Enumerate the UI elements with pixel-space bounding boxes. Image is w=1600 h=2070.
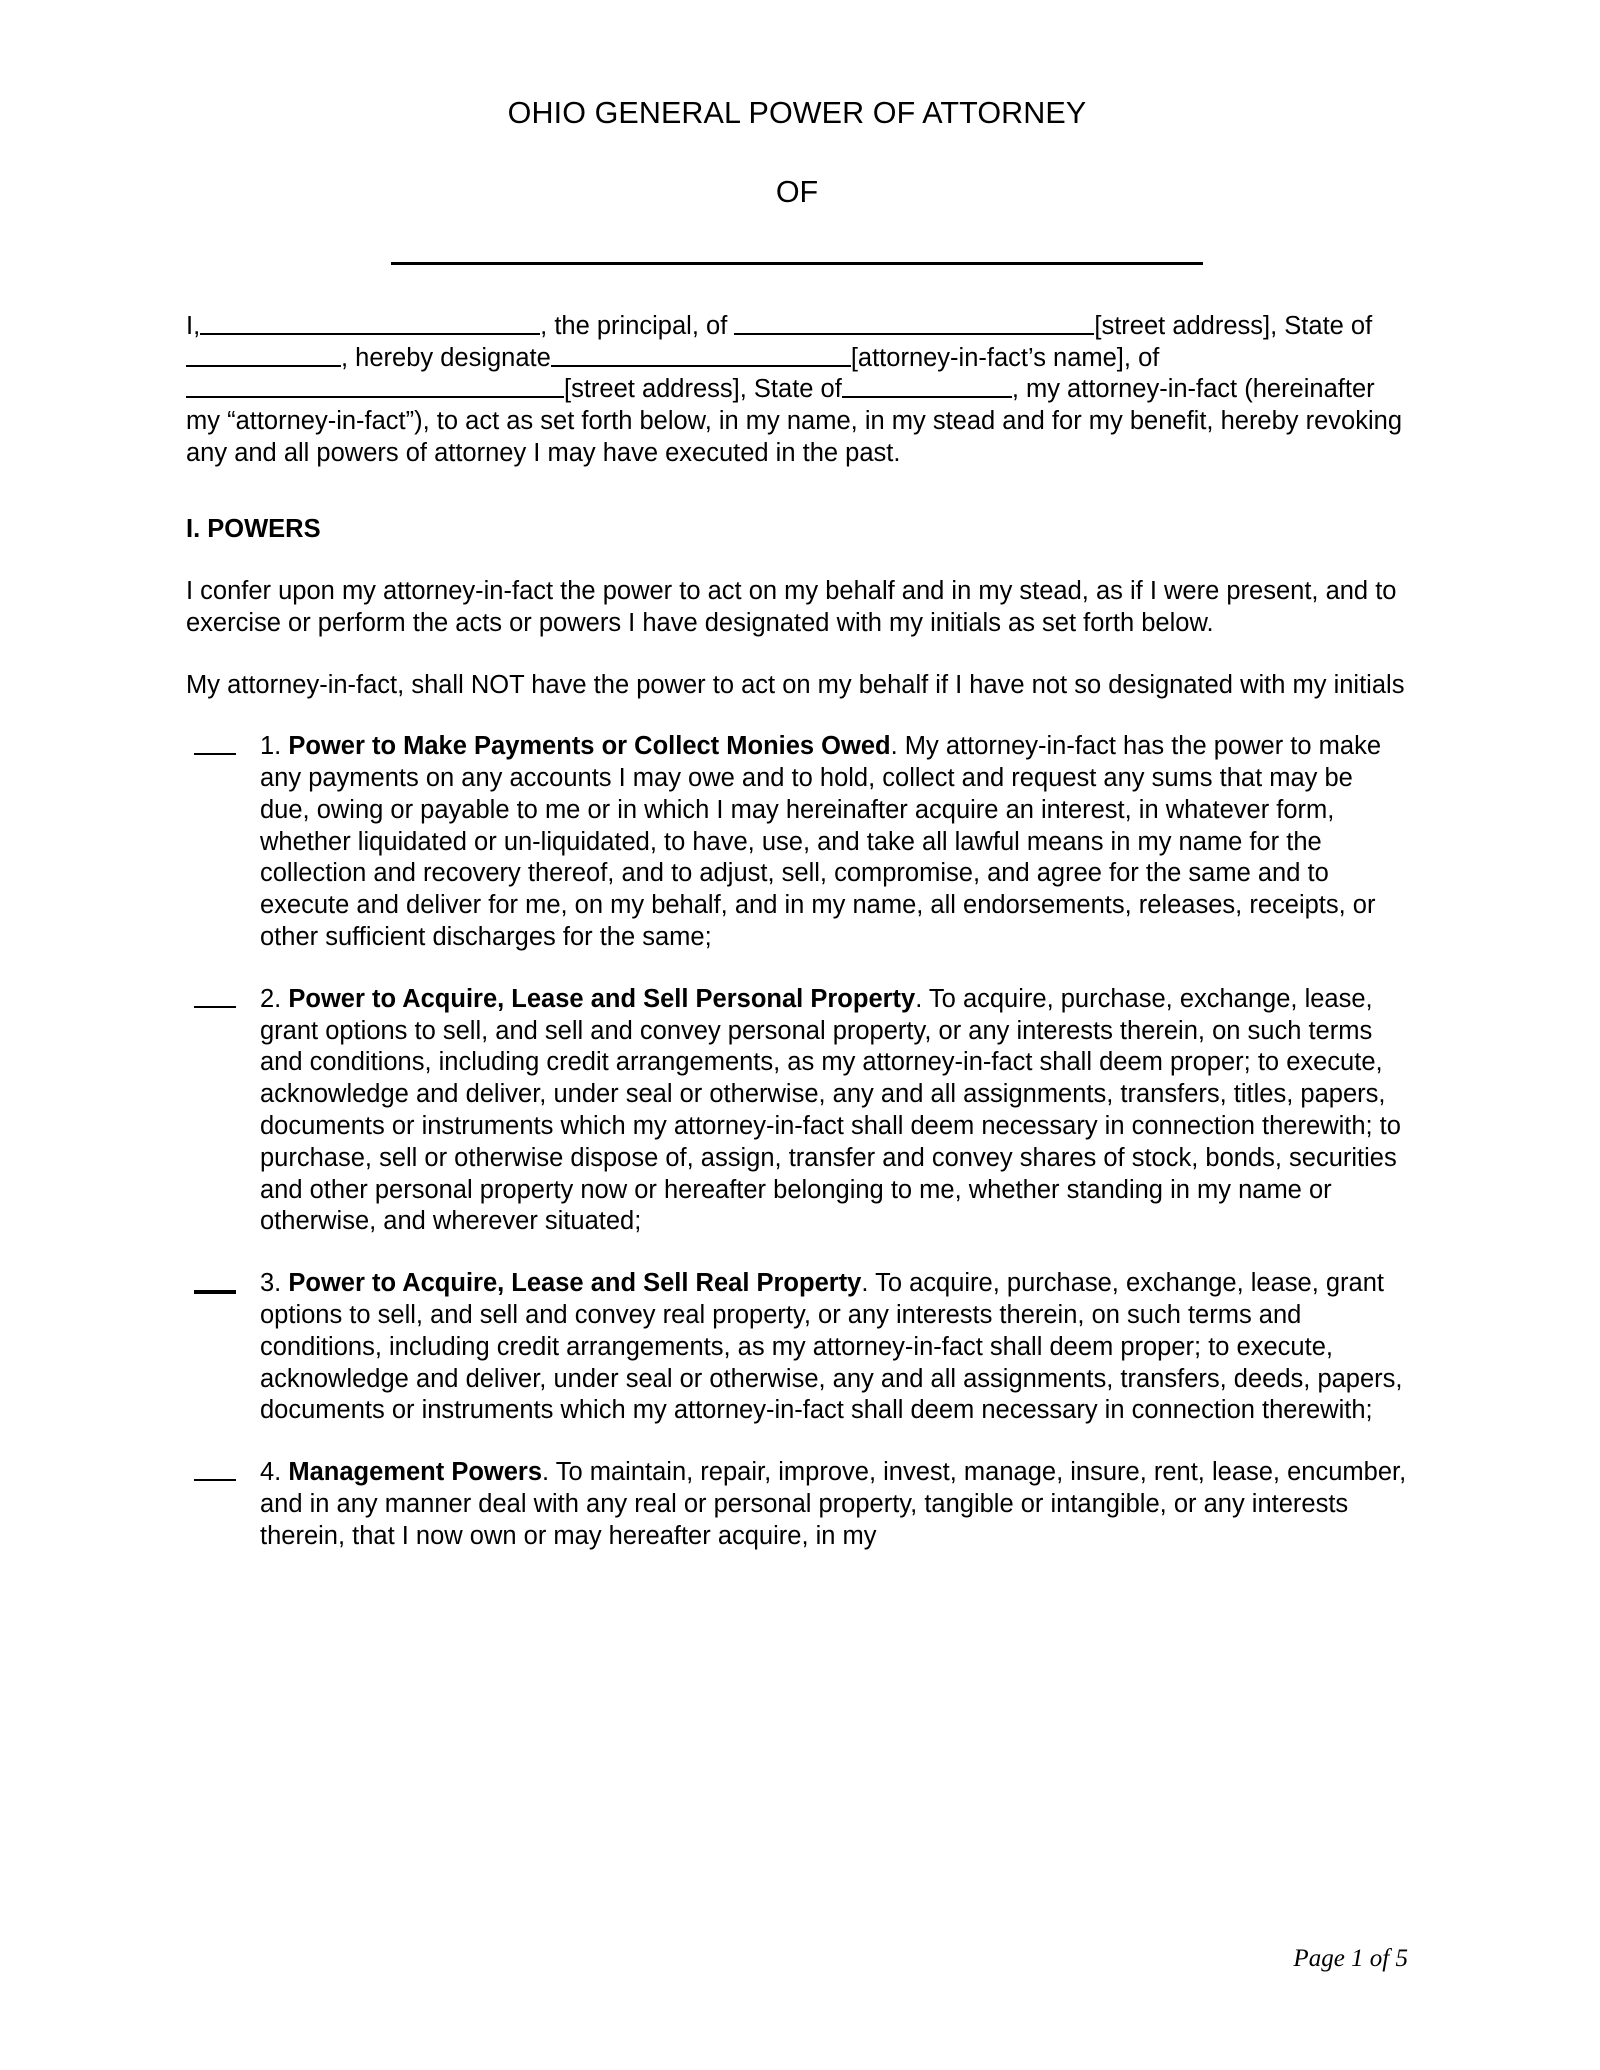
power-item-3-title: Power to Acquire, Lease and Sell Real Property <box>288 1269 862 1298</box>
intro-text-street-state: [street address], State of <box>1094 311 1373 340</box>
power-item-2-title: Power to Acquire, Lease and Sell Personal Property <box>288 984 916 1013</box>
power-item-1-number: 1. <box>260 732 282 761</box>
attorney-state-field[interactable] <box>842 377 1012 398</box>
initials-blank-4[interactable] <box>194 1479 236 1481</box>
intro-text-aif-street-state: [street address], State of <box>564 375 842 404</box>
power-item-4-number: 4. <box>260 1458 282 1487</box>
powers-paragraph-2: My attorney-in-fact, shall NOT have the power to act on my behalf if I have not so designated with my initials <box>186 670 1405 699</box>
principal-state-field[interactable] <box>186 346 341 367</box>
section-heading-powers: I. POWERS <box>186 515 321 544</box>
intro-text-tail: , my attorney-in-fact (hereinafter my “attorney-in-fact”), to act as set forth below, in my name, in my stead and for my benefit, hereby revoking any and all powers of attorney I may have executed in the past. <box>186 375 1403 467</box>
power-item-4-body: . To maintain, repair, improve, invest, manage, insure, rent, lease, encumber, and in any manner deal with any real or personal property, tangible or intangible, or any interests therein, that I now own or may hereafter acquire, in my <box>260 1458 1407 1550</box>
page-subtitle: OF <box>775 174 819 209</box>
power-item-4-title: Management Powers <box>288 1458 543 1487</box>
power-item-1-title: Power to Make Payments or Collect Monies Owed <box>288 732 891 761</box>
intro-text-i: I, <box>186 311 201 340</box>
intro-text-designate: , hereby designate <box>341 343 551 372</box>
page-title: OHIO GENERAL POWER OF ATTORNEY <box>507 96 1087 130</box>
intro-text-aif-name-of: [attorney-in-fact’s name], of <box>850 343 1160 372</box>
power-item-1-body: . My attorney-in-fact has the power to make any payments on any accounts I may owe and to hold, collect and request any sums that may be due, owing or payable to me or in which I may hereinafter acquire an interest, in whatever form, whether liquidated or un-liquidated, to have, use, and take all lawful means in my name for the collection and recovery thereof, and to adjust, sell, compromise, and agree for the same and to execute and deliver for me, on my behalf, and in my name, all endorsements, releases, receipts, or other sufficient discharges for the same; <box>260 732 1382 952</box>
power-item-2-number: 2. <box>260 984 282 1013</box>
document-content <box>186 0 1408 1553</box>
power-item-2-body: . To acquire, purchase, exchange, lease, grant options to sell, and sell and convey personal property, or any interests therein, on such terms and conditions, including credit arrangements, as my attorney-in-fact shall deem proper; to execute, acknowledge and deliver, under seal or otherwise, any and all assignments, transfers, titles, papers, documents or instruments which my attorney-in-fact shall deem necessary in connection therewith; to purchase, sell or otherwise dispose of, assign, transfer and convey shares of stock, bonds, securities and other personal property now or hereafter belonging to me, whether standing in my name or otherwise, and wherever situated; <box>260 984 1401 1236</box>
attorney-name-field[interactable] <box>551 346 851 367</box>
power-item-3-body: . To acquire, purchase, exchange, lease, grant options to sell, and sell and convey real property, or any interests therein, on such terms and conditions, including credit arrangements, as my attorney-in-fact shall deem proper; to execute, acknowledge and deliver, under seal or otherwise, any and all assignments, transfers, deeds, papers, documents or instruments which my attorney-in-fact shall deem necessary in connection therewith; <box>260 1269 1403 1425</box>
principal-address-field[interactable] <box>734 314 1094 335</box>
title-block <box>186 0 1408 265</box>
principal-name-blank[interactable] <box>391 262 1203 265</box>
initials-blank-1[interactable] <box>194 753 236 755</box>
power-item-2 <box>186 984 1408 1238</box>
powers-paragraph-1: I confer upon my attorney-in-fact the power to act on my behalf and in my stead, as if I were present, and to exercise or perform the acts or powers I have designated with my initials as set forth below. <box>186 577 1397 637</box>
intro-block <box>186 311 1408 470</box>
attorney-address-field[interactable] <box>186 377 564 398</box>
power-item-3 <box>186 1268 1408 1427</box>
power-item-4 <box>186 1457 1408 1552</box>
intro-paragraph <box>186 311 1408 470</box>
principal-name-field[interactable] <box>200 314 540 335</box>
power-item-1 <box>186 731 1408 954</box>
page-footer: Page 1 of 5 <box>1293 1945 1408 1972</box>
power-item-3-number: 3. <box>260 1269 282 1298</box>
initials-blank-2[interactable] <box>194 1006 236 1008</box>
initials-blank-3[interactable] <box>194 1290 236 1294</box>
intro-text-principal-of: , the principal, of <box>540 311 735 340</box>
